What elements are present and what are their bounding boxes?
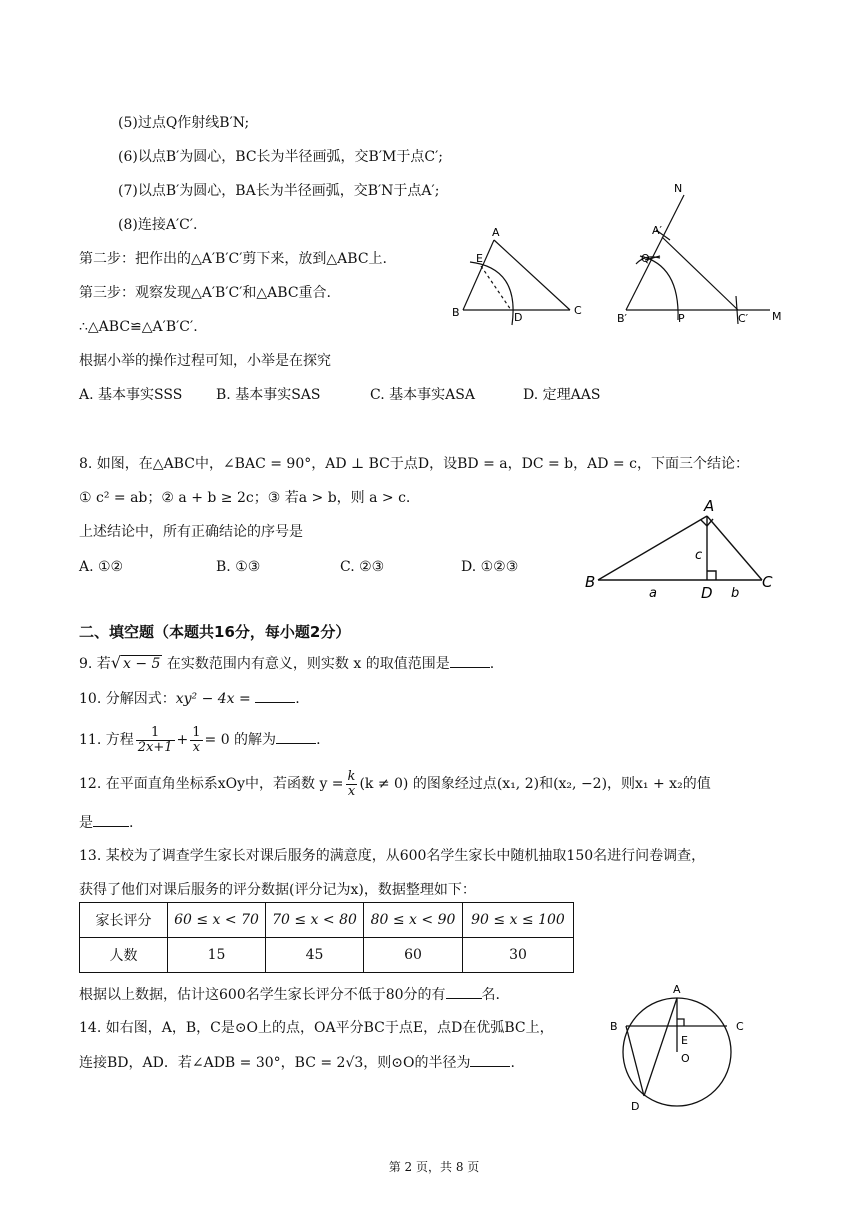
fig14-label-e: E [681, 1034, 688, 1047]
fig7-label-m: M [772, 310, 782, 323]
q13-line1: 13. 某校为了调查学生家长对课后服务的满意度，从600名学生家长中随机抽取150名进行问卷调查， [79, 848, 706, 864]
page-footer: 第 2 页，共 8 页 [388, 1160, 480, 1174]
fig7-label-q: Q [641, 252, 650, 265]
q9-radicand: x − 5 [123, 656, 161, 672]
fig14-label-o: O [681, 1052, 690, 1065]
fig7-label-c-prime: C′ [738, 312, 749, 325]
fig7-label-b: B [452, 306, 460, 319]
fig7-label-n: N [674, 182, 683, 195]
q8-option-b[interactable]: B. ①③ [216, 559, 261, 575]
q7-option-a[interactable]: A. 基本事实SSS [79, 387, 183, 403]
q12-f-den: x [347, 783, 356, 799]
table-header-cell: 70 ≤ x < 80 [266, 903, 364, 938]
q7-option-b[interactable]: B. 基本事实SAS [216, 387, 321, 403]
q13-line2: 获得了他们对课后服务的评分数据(评分记为x)，数据整理如下： [79, 882, 476, 898]
q11-f1-den: 2x+1 [137, 739, 173, 755]
table-cell: 30 [463, 938, 574, 973]
q10-expr: xy² − 4x = [175, 691, 251, 707]
table-header-cell: 家长评分 [80, 903, 168, 938]
q7-option-d[interactable]: D. 定理AAS [523, 387, 601, 403]
q8-option-c[interactable]: C. ②③ [340, 559, 385, 575]
q11-f2-num: 1 [192, 724, 201, 740]
step-2-text: 第二步：把作出的△A′B′C′剪下来，放到△ABC上. [79, 251, 387, 267]
table-header-cell: 60 ≤ x < 70 [168, 903, 266, 938]
fig7-label-e: E [476, 252, 483, 265]
q8-option-d[interactable]: D. ①②③ [461, 559, 519, 575]
q14-line1: 14. 如右图，A，B，C是⊙O上的点，OA平分BC于点E，点D在优弧BC上， [79, 1020, 554, 1036]
step-5: (5)过点Q作射线B′N; [118, 115, 250, 131]
q12-end: . [129, 815, 134, 831]
fig8-label-b: B [585, 573, 596, 591]
fig8-label-a: A [704, 497, 715, 515]
fig14-label-c: C [736, 1020, 744, 1033]
fig7-label-b-prime: B′ [617, 312, 628, 325]
sqrt-symbol: √ [110, 653, 122, 672]
table-cell: 60 [364, 938, 463, 973]
table-header-cell: 90 ≤ x ≤ 100 [463, 903, 574, 938]
q13-after-end: 名. [481, 987, 500, 1003]
step-6: (6)以点B′为圆心，BC长为半径画弧，交B′M于点C′; [118, 149, 443, 165]
fig8-label-d: D [701, 584, 713, 602]
fig8-label-b-side: b [731, 586, 740, 601]
fig7-label-p: P [678, 312, 685, 325]
q8-option-a[interactable]: A. ①② [79, 559, 124, 575]
fig14-label-b: B [610, 1020, 618, 1033]
q11-end: . [316, 732, 321, 748]
q11-pre: 11. 方程 [79, 732, 134, 748]
q12-line2-text: 是 [79, 815, 93, 831]
q8-statements: ① c² = ab；② a + b ≥ 2c；③ 若a > b，则 a > c. [79, 490, 411, 506]
fig14-label-d: D [631, 1100, 640, 1113]
q9-pre: 9. 若 [79, 656, 111, 672]
q9-end: . [489, 656, 495, 672]
table-header-cell: 80 ≤ x < 90 [364, 903, 463, 938]
congruence-conclusion: ∴△ABC≌△A′B′C′. [79, 319, 198, 335]
table-cell: 人数 [80, 938, 168, 973]
q8-question: 上述结论中，所有正确结论的序号是 [79, 524, 303, 540]
q12-f-num: k [347, 768, 356, 784]
q11-f2-den: x [192, 739, 201, 755]
q12-post: (k ≠ 0) 的图象经过点(x₁, 2)和(x₂, −2)，则x₁ + x₂的值 [359, 776, 711, 792]
q11-eq: = 0 的解为 [204, 732, 277, 748]
q10-end: . [295, 691, 300, 707]
table-cell: 15 [168, 938, 266, 973]
fig7-label-a: A [492, 226, 500, 239]
step-3-text: 第三步：观察发现△A′B′C′和△ABC重合. [79, 285, 331, 301]
section-2-title: 二、填空题（本题共16分，每小题2分） [79, 623, 351, 641]
q10-pre: 10. 分解因式： [79, 691, 176, 707]
q7-stem: 根据小举的操作过程可知，小举是在探究 [79, 353, 331, 369]
fig7-label-c: C [574, 304, 582, 317]
fig8-label-c-side: c [695, 548, 703, 563]
q8-stem: 8. 如图，在△ABC中，∠BAC = 90°，AD ⊥ BC于点D，设BD = a，DC = b，AD = c，下面三个结论： [79, 456, 749, 472]
step-7: (7)以点B′为圆心，BA长为半径画弧，交B′N于点A′; [118, 183, 440, 199]
table-cell: 45 [266, 938, 364, 973]
step-8: (8)连接A′C′. [118, 217, 198, 233]
q13-after-text: 根据以上数据，估计这600名学生家长评分不低于80分的有 [79, 987, 446, 1003]
fig8-label-a-side: a [649, 586, 657, 601]
fig7-label-d: D [514, 311, 523, 324]
q14-line2-text: 连接BD，AD．若∠ADB = 30°，BC = 2√3，则⊙O的半径为 [79, 1055, 471, 1071]
q11-f1-num: 1 [136, 726, 175, 741]
q12-pre: 12. 在平面直角坐标系xOy中，若函数 y = [79, 776, 344, 792]
q14-end: . [510, 1055, 515, 1071]
q9-post: 在实数范围内有意义，则实数 x 的取值范围是 [166, 656, 450, 672]
fig8-label-c: C [762, 573, 773, 591]
fig14-label-a: A [673, 983, 681, 996]
fig7-label-a-prime: A′ [652, 224, 663, 237]
q7-option-c[interactable]: C. 基本事实ASA [370, 387, 475, 403]
q11-plus: + [176, 732, 189, 748]
